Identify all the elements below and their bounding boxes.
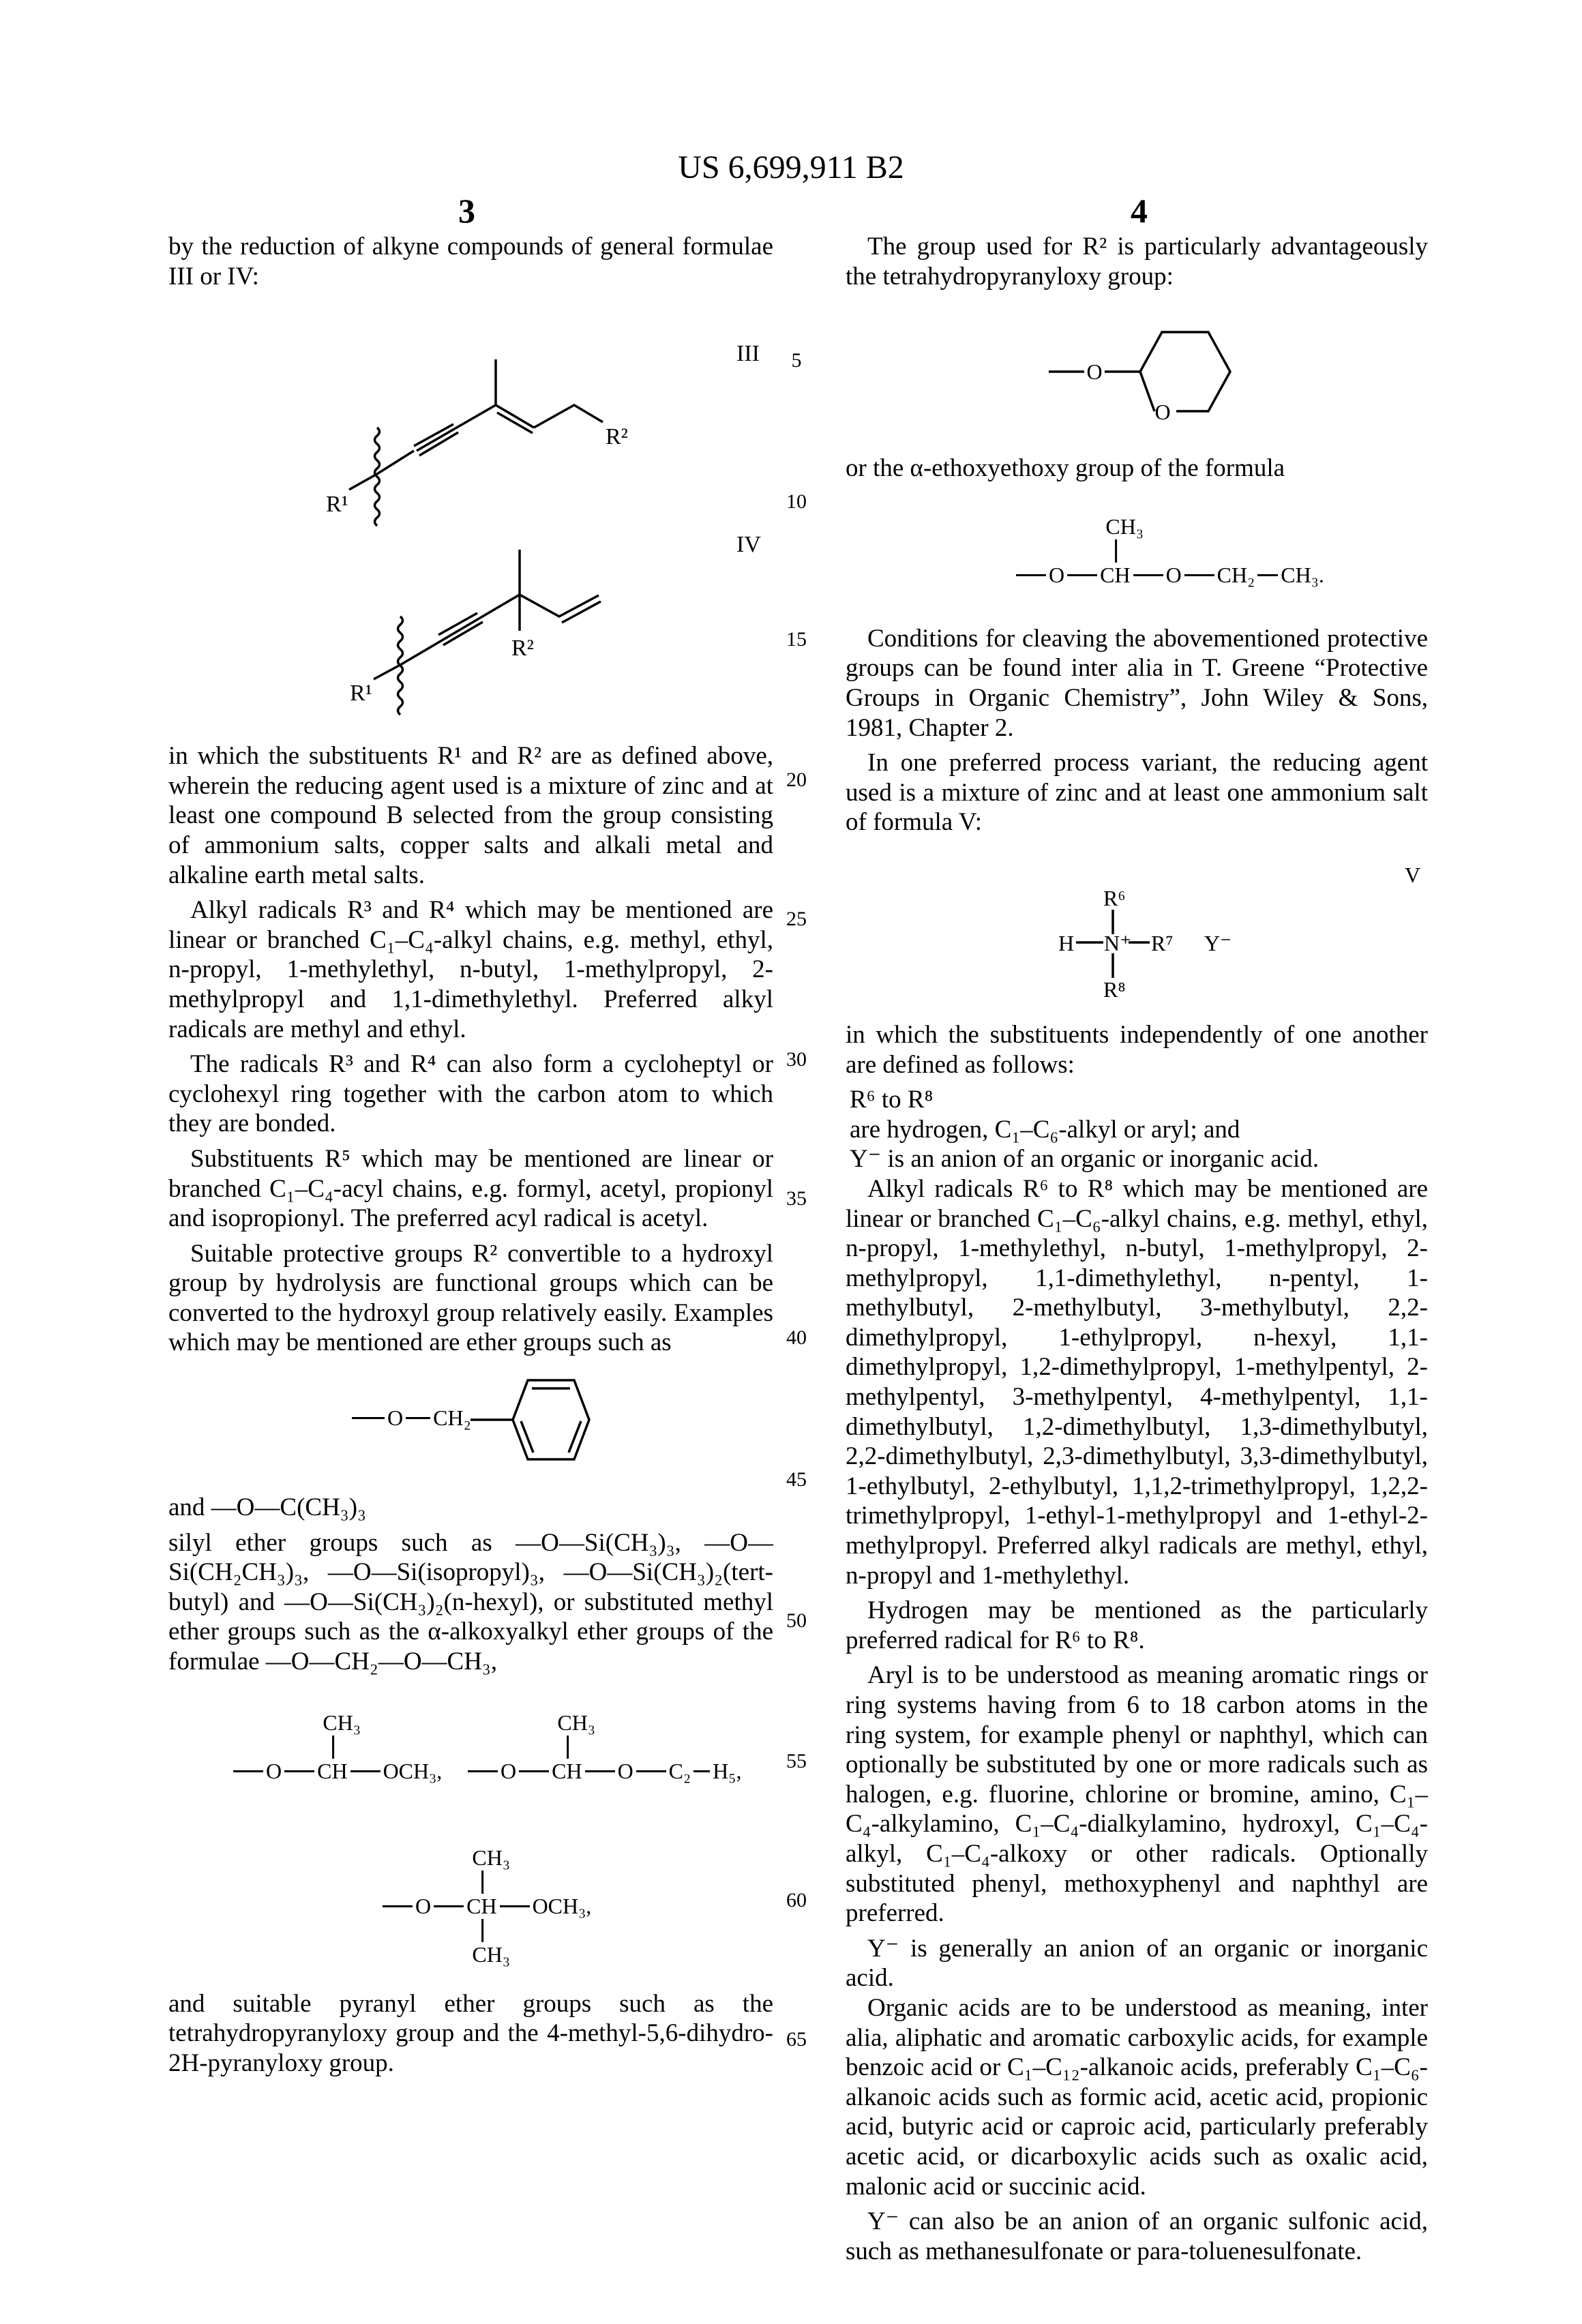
atom-label: CH₃ (472, 1845, 510, 1871)
dimethylmethoxy-formula (380, 1894, 591, 1919)
line-number: 25 (783, 908, 810, 931)
formula-label: IV (736, 532, 761, 557)
line-number: 55 (783, 1750, 810, 1773)
atom-label: C₂ (669, 1759, 691, 1784)
atom-label: O (1154, 400, 1170, 424)
paragraph: The radicals R³ and R⁴ can also form a cycloheptyl or cyclohexyl ring together with the carbon atom to which they are bonded. (168, 1049, 773, 1139)
atom-label: N⁺ (1104, 931, 1131, 955)
atom-label: O (1086, 359, 1102, 384)
atom-label: CH (317, 1759, 347, 1783)
paragraph: Y⁻ can also be an anion of an organic sulfonic acid, such as methanesulfonate or para-toluenesulfonate. (846, 2207, 1428, 2266)
paragraph: Conditions for cleaving the abovementioned protective groups can be found inter alia in T. Greene “Protective Groups in Organic Chemistry”, John Wiley & Sons, 1981, Chapter 2. (846, 624, 1428, 743)
benzyloxy-formula (349, 1405, 471, 1431)
ethoxyethoxy-block (846, 489, 1428, 624)
paragraph: Alkyl radicals R³ and R⁴ which may be mentioned are linear or branched C₁–C₄-alkyl chains, e.g. methyl, ethyl, n-propyl, 1-methylethyl, n-butyl, 1-methylpropyl, 2-methylpropyl and 1,1-dimethylethyl. Preferred alkyl radicals are methyl and ethyl. (168, 895, 773, 1044)
line-number: 50 (783, 1609, 810, 1633)
paragraph: silyl ether groups such as —O—Si(CH₃)₃, —O—Si(CH₂CH₃)₃, —O—Si(isopropyl)₃, —O—Si(CH₃)₂(tert-butyl) and —O—Si(CH₃)₂(n-hexyl), or substituted methyl ether groups such as the α-alkoxyalkyl ether groups of the formulae —O—CH₂—O—CH₃, (168, 1528, 773, 1677)
paragraph: Hydrogen may be mentioned as the particularly preferred radical for R⁶ to R⁸. (846, 1596, 1428, 1655)
atom-label: H (1058, 931, 1074, 955)
atom-label: O (1049, 563, 1064, 588)
definition-term: R⁶ to R⁸ (850, 1085, 1428, 1115)
ethoxyethoxy-formula (465, 1759, 741, 1784)
atom-label: O (501, 1759, 516, 1784)
right-column (846, 232, 1428, 2271)
formula-III-IV-block (168, 297, 773, 741)
line-number: 45 (783, 1468, 810, 1491)
atom-label: CH (552, 1759, 582, 1783)
paragraph: Suitable protective groups R² convertible to a hydroxyl group by hydrolysis are functional groups which can be converted to the hydroxyl group relatively easily. Examples which may be mentioned are ether groups such as (168, 1239, 773, 1358)
paragraph: and —O—C(CH₃)₃ (168, 1493, 773, 1523)
left-column (168, 232, 773, 2083)
paragraph: by the reduction of alkyne compounds of general formulae III or IV: (168, 232, 773, 291)
line-number: 20 (783, 769, 810, 792)
column-number-right: 4 (1131, 191, 1148, 230)
substituent-label: R² (606, 424, 628, 449)
paragraph: in which the substituents independently of one another are defined as follows: (846, 1020, 1428, 1079)
atom-label: R⁷ (1151, 931, 1174, 955)
formula-label: III (736, 341, 760, 366)
atom-label: H₅, (713, 1759, 741, 1784)
methoxyethoxy-formula (230, 1759, 442, 1784)
atom-label: OCH₃, (533, 1894, 592, 1919)
atom-label: CH₂ (1217, 563, 1255, 588)
formula-label: V (1405, 863, 1420, 887)
atom-label: Y⁻ (1204, 931, 1232, 955)
column-number-left: 3 (458, 191, 475, 230)
line-number: 65 (783, 2028, 810, 2051)
paragraph: Alkyl radicals R⁶ to R⁸ which may be mentioned are linear or branched C₁–C₆-alkyl chains, e.g. methyl, ethyl, n-propyl, 1-methylethyl, n-butyl, 1-methylpropyl, 2-methylpropyl, 1,1-dimethylethyl, n-pentyl, 1-methylbutyl, 2-methylbutyl, 3-methylbutyl, 2,2-dimethylpropyl, 1-ethylpropyl, n-hexyl, 1,1-dimethylpropyl, 1,2-dimethylpropyl, 1-methylpentyl, 2-methylpentyl, 3-methylpentyl, 4-methylpentyl, 1,1-dimethylbutyl, 1,2-dimethylbutyl, 1,3-dimethylbutyl, 2,2-dimethylbutyl, 2,3-dimethylbutyl, 3,3-dimethylbutyl, 1-ethylbutyl, 2-ethylbutyl, 1,1,2-trimethylpropyl, 1,2,2-trimethylpropyl, 1-ethyl-1-methylpropyl and 1-ethyl-2-methylpropyl. Preferred alkyl radicals are methyl, ethyl, n-propyl and 1-methylethyl. (846, 1174, 1428, 1590)
atom-label: CH (1100, 563, 1130, 587)
atom-label: CH₃. (1281, 563, 1324, 588)
atom-label: CH₃ (557, 1710, 595, 1735)
benzene-ring-icon (471, 1371, 614, 1467)
atom-label: O (415, 1894, 431, 1919)
paragraph: and suitable pyranyl ether groups such as the tetrahydropyranyloxy group and the 4-methyl-5,6-dihydro-2H-pyranyloxy group. (168, 1989, 773, 2079)
atom-label: CH (466, 1894, 496, 1918)
substituent-label: R² (511, 636, 534, 661)
paragraph: Y⁻ is generally an anion of an organic or inorganic acid. (846, 1934, 1428, 1993)
paragraph: in which the substituents R¹ and R² are as defined above, wherein the reducing agent used is a mixture of zinc and at least one compound B selected from the group consisting of ammonium salts, copper salts and alkali metal and alkaline earth metal salts. (168, 741, 773, 890)
line-number: 40 (783, 1326, 810, 1350)
benzyloxy-block (168, 1363, 773, 1493)
tetrahydropyranyloxy-structure (1043, 324, 1248, 426)
atom-label: R⁸ (1103, 977, 1126, 1002)
line-number: 15 (783, 628, 810, 651)
paragraph: or the α-ethoxyethoxy group of the formula (846, 453, 1428, 483)
line-number: 30 (783, 1048, 810, 1071)
alkoxyalkyl-formulas-block (168, 1682, 773, 1989)
atom-label: OCH₃, (383, 1759, 443, 1784)
atom-label: R⁶ (1103, 886, 1126, 910)
paragraph: Aryl is to be understood as meaning aromatic rings or ring systems having from 6 to 18 carbon atoms in the ring system, for example phenyl or naphthyl, which can optionally be substituted by one or more radicals such as halogen, e.g. fluorine, chlorine or bromine, amino, C₁–C₄-alkylamino, C₁–C₄-dialkylamino, hydroxyl, C₁–C₄-alkyl, C₁–C₄-alkoxy or other radicals. Optionally substituted phenyl, methoxyphenyl and naphthyl are preferred. (846, 1660, 1428, 1928)
line-number: 10 (783, 490, 810, 513)
atom-label: CH₃ (323, 1710, 361, 1735)
line-number: 60 (783, 1889, 810, 1912)
atom-label: O (266, 1759, 282, 1784)
definition-text: are hydrogen, C₁–C₆-alkyl or aryl; and (850, 1115, 1428, 1145)
wavy-bond-icon (375, 428, 380, 526)
patent-number: US 6,699,911 B2 (0, 149, 1582, 186)
definition-text: Y⁻ is an anion of an organic or inorganic acid. (850, 1144, 1428, 1174)
ethoxyethoxy-formula (1013, 563, 1324, 588)
atom-label: O (618, 1759, 633, 1784)
formula-V-block (846, 843, 1428, 1020)
wavy-bond-icon (398, 616, 403, 715)
substituent-label: R¹ (326, 492, 348, 517)
formula-V-structure (1023, 850, 1428, 1013)
atom-label: CH₃ (472, 1942, 510, 1967)
paragraph: Substituents R⁵ which may be mentioned are linear or branched C₁–C₄-acyl chains, e.g. formyl, acetyl, propionyl and isopropionyl. The preferred acyl radical is acetyl. (168, 1144, 773, 1234)
atom-label: CH₃ (1105, 514, 1144, 539)
tetrahydropyranyloxy-block (846, 297, 1428, 453)
atom-label: O (387, 1405, 403, 1431)
atom-label: CH₂ (433, 1405, 471, 1431)
substituent-label: R¹ (350, 681, 372, 706)
paragraph: In one preferred process variant, the reducing agent used is a mixture of zinc and at least one ammonium salt of formula V: (846, 748, 1428, 837)
paragraph: Organic acids are to be understood as meaning, inter alia, aliphatic and aromatic carboxylic acids, for example benzoic acid or C₁–C₁₂-alkanoic acids, preferably C₁–C₆-alkanoic acids such as formic acid, acetic acid, propionic acid, butyric acid or caproic acid, particularly preferably acetic acid, or dicarboxylic acids such as oxalic acid, malonic acid or succinic acid. (846, 1993, 1428, 2201)
atom-label: O (1166, 563, 1182, 588)
formula-III-IV-structures (273, 297, 818, 719)
paragraph: The group used for R² is particularly advantageously the tetrahydropyranyloxy group: (846, 232, 1428, 291)
line-number: 5 (783, 349, 810, 372)
line-number: 35 (783, 1187, 810, 1210)
